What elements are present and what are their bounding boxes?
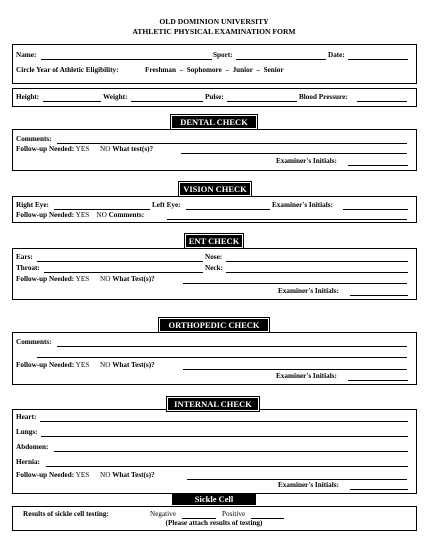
ears-field[interactable] (37, 261, 203, 262)
hernia-label: Hernia: (16, 458, 40, 466)
sport-label: Sport: (213, 51, 233, 59)
ortho-comments-field[interactable] (57, 346, 407, 347)
form-title-line1: OLD DOMINION UNIVERSITY (159, 17, 269, 26)
ortho-box (12, 332, 417, 385)
height-label: Height: (16, 93, 40, 101)
abdomen-field[interactable] (54, 451, 408, 452)
ears-label: Ears: (16, 253, 33, 261)
hernia-field[interactable] (46, 466, 408, 467)
name-label: Name: (16, 51, 37, 59)
name-field[interactable] (41, 59, 212, 60)
dental-yes-no[interactable]: YES NO (75, 145, 111, 153)
ortho-comments-field-2[interactable] (37, 357, 407, 358)
sickle-attach-note: (Please attach results of testing) (165, 519, 263, 527)
nose-label: Nose: (205, 253, 223, 261)
ortho-examiner-field[interactable] (348, 380, 408, 381)
sickle-positive-label: Positive (222, 510, 246, 518)
weight-field[interactable] (131, 101, 203, 102)
neck-label: Neck: (205, 264, 223, 272)
bp-field[interactable] (357, 101, 407, 102)
right-eye-label: Right Eye: (16, 201, 49, 209)
ent-followup-label: Follow-up Needed: YES NO What Test(s)? (16, 275, 155, 283)
date-label: Date: (328, 51, 345, 59)
throat-label: Throat: (16, 264, 40, 272)
athlete-info-box (12, 44, 417, 84)
heart-field[interactable] (40, 421, 408, 422)
throat-field[interactable] (44, 272, 203, 273)
internal-followup-label: Follow-up Needed: YES NO What Test(s)? (16, 471, 155, 479)
heart-label: Heart: (16, 413, 37, 421)
vision-examiner-label: Examiner's Initials: (272, 201, 333, 209)
ortho-examiner-label: Examiner's Initials: (276, 372, 337, 380)
eligibility-label: Circle Year of Athletic Eligibility: (16, 66, 119, 74)
dental-tests-field[interactable] (181, 153, 407, 154)
weight-label: Weight: (103, 93, 128, 101)
bp-label: Blood Pressure: (299, 93, 348, 101)
left-eye-label: Left Eye: (152, 201, 181, 209)
dental-comments-field[interactable] (57, 143, 407, 144)
ent-examiner-field[interactable] (350, 295, 408, 296)
internal-yes-no[interactable]: YES NO (75, 471, 111, 479)
internal-examiner-label: Examiner's Initials: (278, 481, 339, 489)
sickle-negative-label: Negative (150, 510, 176, 518)
internal-header: INTERNAL CHECK (168, 398, 258, 410)
ortho-comments-label: Comments: (16, 338, 52, 346)
ent-yes-no[interactable]: YES NO (75, 275, 111, 283)
pulse-label: Pulse: (205, 93, 224, 101)
lungs-field[interactable] (41, 436, 408, 437)
vision-yes-no[interactable]: YES NO (75, 211, 107, 219)
abdomen-label: Abdomen: (16, 443, 49, 451)
date-field[interactable] (348, 59, 408, 60)
ortho-tests-field[interactable] (183, 369, 407, 370)
dental-followup-label: Follow-up Needed: YES NO What test(s)? (16, 145, 154, 153)
vision-header: VISION CHECK (180, 183, 250, 195)
nose-field[interactable] (226, 261, 408, 262)
internal-tests-field[interactable] (187, 479, 407, 480)
ent-examiner-label: Examiner's Initials: (278, 287, 339, 295)
dental-header: DENTAL CHECK (172, 116, 256, 128)
ortho-yes-no[interactable]: YES NO (75, 361, 111, 369)
sport-field[interactable] (236, 59, 326, 60)
height-field[interactable] (43, 101, 101, 102)
sickle-header: Sickle Cell (172, 494, 256, 505)
internal-examiner-field[interactable] (350, 489, 408, 490)
ent-header: ENT CHECK (186, 235, 242, 247)
right-eye-field[interactable] (54, 209, 150, 210)
vision-followup-label: Follow-up Needed: YES NO Comments: (16, 211, 145, 219)
vision-comments-field[interactable] (167, 219, 407, 220)
dental-examiner-field[interactable] (348, 165, 408, 166)
lungs-label: Lungs: (16, 428, 38, 436)
eligibility-years[interactable]: Freshman – Sophomore – Junior – Senior (145, 66, 284, 74)
neck-field[interactable] (226, 272, 408, 273)
sickle-results-label: Results of sickle cell testing: (23, 510, 109, 518)
ortho-followup-label: Follow-up Needed: YES NO What Test(s)? (16, 361, 155, 369)
pulse-field[interactable] (227, 101, 297, 102)
left-eye-field[interactable] (186, 209, 270, 210)
form-title-line2: ATHLETIC PHYSICAL EXAMINATION FORM (132, 27, 296, 36)
ent-tests-field[interactable] (183, 283, 407, 284)
dental-examiner-label: Examiner's Initials: (276, 157, 337, 165)
ortho-header: ORTHOPEDIC CHECK (160, 319, 268, 331)
dental-comments-label: Comments: (16, 135, 52, 143)
vision-examiner-field[interactable] (343, 209, 408, 210)
